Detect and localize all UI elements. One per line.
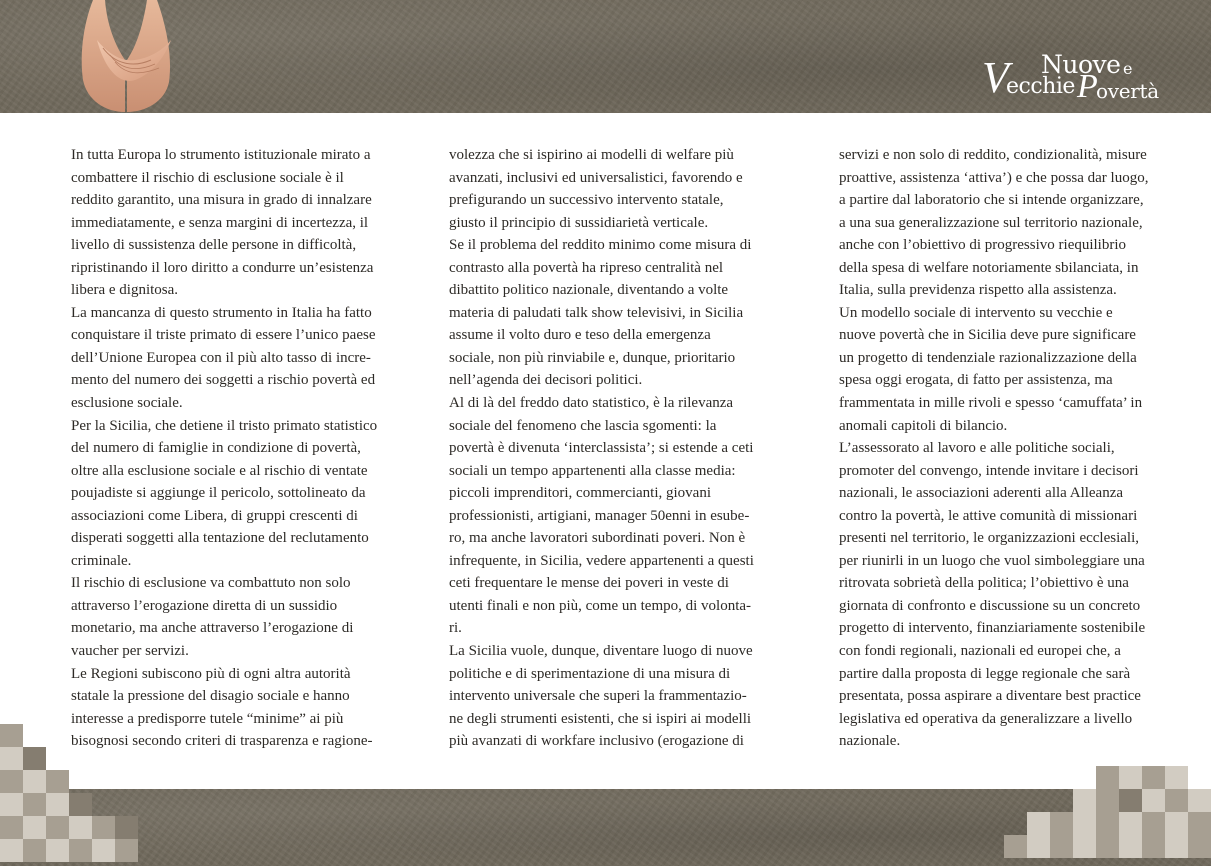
text-line: frammentata in mille rivoli e spesso ‘camuffata’ in: [839, 395, 1143, 412]
text-line: della spesa di welfare notoriamente sbilanciata, in: [839, 259, 1139, 276]
text-line: professionisti, artigiani, manager 50enni in esube-: [449, 507, 750, 524]
text-line: infrequente, in Sicilia, vedere appartenenti a questi: [449, 552, 754, 569]
text-line: nell’agenda dei decisori politici.: [449, 372, 643, 389]
logo-word-e: e: [1123, 59, 1133, 78]
text-line: vaucher per servizi.: [71, 643, 189, 660]
text-column-1: [71, 144, 401, 753]
logo-initial-p: P: [1077, 68, 1098, 105]
text-line: volezza che si ispirino ai modelli di welfare più: [449, 147, 734, 163]
decorative-square: [1165, 789, 1188, 812]
text-line: più avanzati di workfare inclusivo (erogazione di: [449, 733, 744, 750]
decorative-square: [23, 747, 46, 770]
decorative-square: [1073, 812, 1096, 835]
text-line: associazioni come Libera, di gruppi crescenti di: [71, 507, 358, 524]
decorative-square: [1027, 835, 1050, 858]
text-line: libera e dignitosa.: [71, 282, 179, 299]
logo-word-ecchie: ecchie: [1006, 74, 1075, 99]
decorative-square: [1119, 812, 1142, 835]
decorative-square: [1119, 766, 1142, 789]
text-line: a una sua generalizzazione sul territorio nazionale,: [839, 214, 1143, 231]
text-line: sociale, non più rinviabile e, dunque, prioritario: [449, 349, 736, 366]
text-line: poujadiste si aggiunge il pericolo, sottolineato da: [71, 485, 366, 502]
decorative-square: [1096, 766, 1119, 789]
decorative-square: [92, 839, 115, 862]
decorative-square: [1188, 789, 1211, 812]
text-line: reddito garantito, una misura in grado di innalzare: [71, 192, 372, 209]
text-line: nuove povertà che in Sicilia deve pure significare: [839, 327, 1136, 344]
text-column-2: [449, 144, 779, 753]
decorative-square: [0, 724, 23, 747]
text-line: livello di sussistenza delle persone in difficoltà,: [71, 237, 357, 254]
text-line: esclusione sociale.: [71, 395, 183, 412]
text-line: disperati soggetti alla tentazione del reclutamento: [71, 530, 369, 547]
text-column-3: [839, 144, 1169, 753]
decorative-square: [1165, 812, 1188, 835]
hands-icon: [75, 0, 177, 113]
text-line: combattere il rischio di esclusione sociale è il: [71, 169, 344, 186]
text-line: Per la Sicilia, che detiene il tristo primato statistico: [71, 417, 378, 434]
text-line: con fondi regionali, nazionali ed europei che, a: [839, 643, 1121, 660]
text-line: ripristinando il loro diritto a condurre un’esistenza: [71, 259, 374, 276]
decorative-square: [46, 770, 69, 793]
logo-word-overta: overtà: [1096, 79, 1159, 103]
text-line: piccoli imprenditori, commercianti, giovani: [449, 485, 712, 502]
text-line: La Sicilia vuole, dunque, diventare luogo di nuove: [449, 643, 753, 660]
text-line: Il rischio di esclusione va combattuto non solo: [71, 575, 351, 592]
text-line: Al di là del freddo dato statistico, è la rilevanza: [449, 395, 734, 412]
brand-logo: [978, 46, 1168, 106]
text-line: L’assessorato al lavoro e alle politiche sociali,: [839, 440, 1115, 457]
text-line: contrasto alla povertà ha ripreso centralità nel: [449, 259, 724, 276]
text-line: Le Regioni subiscono più di ogni altra autorità: [71, 665, 351, 682]
text-line: sociali un tempo appartenenti alla classe media:: [449, 462, 736, 479]
text-line: presenti nel territorio, le organizzazioni ecclesiali,: [839, 530, 1140, 547]
text-line: legislativa ed operativa da generalizzare a livello: [839, 710, 1133, 727]
decorative-square: [1142, 835, 1165, 858]
decorative-square: [0, 770, 23, 793]
decorative-square: [1027, 812, 1050, 835]
decorative-square: [23, 839, 46, 862]
decorative-square: [1142, 812, 1165, 835]
decorative-square: [46, 839, 69, 862]
decorative-square: [1119, 789, 1142, 812]
text-line: In tutta Europa lo strumento istituzionale mirato a: [71, 147, 371, 163]
decorative-square: [1073, 835, 1096, 858]
decorative-square: [92, 816, 115, 839]
text-line: intervento universale che superi la frammentazio-: [449, 688, 747, 705]
decorative-square: [0, 839, 23, 862]
text-line: contro la povertà, le attive comunità di missionari: [839, 507, 1138, 524]
text-line: anche con l’obiettivo di progressivo riequilibrio: [839, 237, 1127, 254]
decorative-square: [115, 816, 138, 839]
decorative-square: [69, 793, 92, 816]
text-line: nazionale.: [839, 733, 901, 750]
decorative-square: [1119, 835, 1142, 858]
text-line: giornata di confronto e discussione su un concreto: [839, 597, 1141, 614]
decorative-square: [1165, 766, 1188, 789]
text-line: spesa oggi erogata, di fatto per assistenza, ma: [839, 372, 1113, 389]
text-line: immediatamente, e senza margini di incertezza, il: [71, 214, 369, 231]
decorative-square: [1165, 835, 1188, 858]
decorative-square: [1050, 812, 1073, 835]
text-line: un progetto di tendenziale razionalizzazione della: [839, 349, 1137, 366]
decorative-square: [69, 816, 92, 839]
text-line: La mancanza di questo strumento in Italia ha fatto: [71, 304, 372, 321]
text-line: del numero di famiglie in condizione di povertà,: [71, 440, 361, 457]
text-line: proattive, assistenza ‘attiva’) e che possa dar luogo,: [839, 169, 1149, 186]
decorative-square: [1142, 766, 1165, 789]
text-line: conquistare il triste primato di essere l’unico paese: [71, 327, 376, 344]
decorative-square: [0, 816, 23, 839]
text-line: presentata, possa aspirare a diventare best practice: [839, 688, 1141, 705]
decorative-square: [46, 793, 69, 816]
text-line: utenti finali e non più, come un tempo, di volonta-: [449, 597, 752, 614]
decorative-square: [46, 816, 69, 839]
text-line: a partire dal laboratorio che si intende organizzare,: [839, 192, 1144, 209]
text-line: attraverso l’erogazione diretta di un sussidio: [71, 597, 338, 614]
logo-word-nuove: Nuove: [1041, 50, 1121, 79]
decorative-square: [1096, 789, 1119, 812]
text-line: ceti frequentare le mense dei poveri in veste di: [449, 575, 729, 592]
text-line: avanzati, inclusivi ed universalistici, favorendo e: [449, 169, 743, 186]
text-line: oltre alla esclusione sociale e al rischio di ventate: [71, 462, 368, 479]
text-line: ritrovata sobrietà della politica; l’obiettivo è una: [839, 575, 1129, 592]
text-line: ri.: [449, 620, 462, 637]
text-line: progetto di intervento, finanziariamente sostenibile: [839, 620, 1146, 637]
text-line: promoter del convengo, intende invitare i decisori: [839, 462, 1139, 479]
text-line: Un modello sociale di intervento su vecchie e: [839, 304, 1113, 321]
text-line: partire dalla proposta di legge regionale che sarà: [839, 665, 1131, 682]
text-line: nazionali, le associazioni aderenti alla Alleanza: [839, 485, 1124, 502]
decorative-square: [1188, 835, 1211, 858]
text-line: mento del numero dei soggetti a rischio povertà ed: [71, 372, 376, 389]
decorative-square: [1073, 789, 1096, 812]
decorative-square: [23, 793, 46, 816]
decorative-square: [0, 747, 23, 770]
text-line: dell’Unione Europea con il più alto tasso di incre-: [71, 349, 371, 366]
decorative-square: [1096, 835, 1119, 858]
decorative-square: [69, 839, 92, 862]
text-line: criminale.: [71, 552, 132, 569]
decorative-square: [1188, 812, 1211, 835]
text-line: materia di paludati talk show televisivi, in Sicilia: [449, 304, 744, 321]
decorative-square: [1142, 789, 1165, 812]
text-line: Se il problema del reddito minimo come misura di: [449, 237, 752, 254]
text-line: statale la pressione del disagio sociale e hanno: [71, 688, 350, 705]
text-line: interesse a predisporre tutele “minime” ai più: [71, 710, 344, 727]
decorative-square: [23, 770, 46, 793]
text-line: ne degli strumenti esistenti, che si ispiri ai modelli: [449, 710, 752, 727]
text-line: giusto il principio di sussidiarietà verticale.: [449, 214, 709, 231]
text-line: assume il volto duro e teso della emergenza: [449, 327, 711, 344]
decorative-square: [1050, 835, 1073, 858]
text-line: servizi e non solo di reddito, condizionalità, misure: [839, 147, 1147, 163]
text-line: bisognosi secondo criteri di trasparenza e ragione-: [71, 733, 373, 750]
text-line: Italia, sulla previdenza rispetto alla assistenza.: [839, 282, 1117, 299]
text-line: anomali capitoli di bilancio.: [839, 417, 1008, 434]
text-line: sociale del fenomeno che lascia sgomenti: la: [449, 417, 717, 434]
text-line: povertà è divenuta ‘interclassista’; si estende a ceti: [449, 440, 754, 457]
decorative-square: [23, 816, 46, 839]
text-line: prefigurando un successivo intervento statale,: [449, 192, 724, 209]
text-line: per riunirli in un luogo che vuol simboleggiare una: [839, 552, 1145, 569]
decorative-square: [1096, 812, 1119, 835]
text-line: monetario, ma anche attraverso l’erogazione di: [71, 620, 354, 637]
decorative-square: [0, 793, 23, 816]
logo-initial-v: V: [982, 53, 1009, 102]
text-line: dibattito politico nazionale, diventando a volte: [449, 282, 729, 299]
decorative-square: [115, 839, 138, 862]
decorative-square: [1004, 835, 1027, 858]
text-line: politiche e di sperimentazione di una misura di: [449, 665, 731, 682]
text-line: ro, ma anche lavoratori subordinati poveri. Non è: [449, 530, 746, 547]
